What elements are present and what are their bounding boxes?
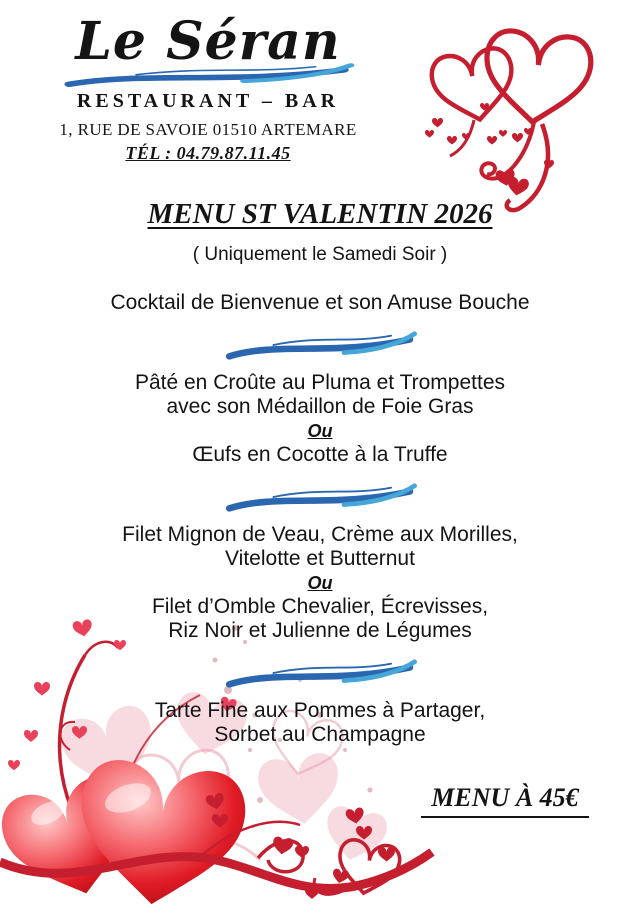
starter-line-1: Pâté en Croûte au Pluma et Trompettes: [134, 371, 506, 394]
menu-title: MENU ST VALENTIN 2026: [147, 198, 493, 230]
menu-price: MENU À 45€: [421, 783, 589, 818]
restaurant-phone: TÉL : 04.79.87.11.45: [125, 142, 291, 163]
restaurant-header: [8, 12, 408, 164]
main-alt-1: Filet d’Omble Chevalier, Écrevisses,: [151, 595, 489, 618]
dessert-line-2: Sorbet au Champagne: [214, 723, 426, 746]
main-line-1: Filet Mignon de Veau, Crème aux Morilles,: [122, 523, 518, 546]
main-alt-2: Riz Noir et Julienne de Légumes: [168, 619, 472, 642]
main-course: [0, 523, 640, 643]
dessert-line-1: Tarte Fine aux Pommes à Partager,: [154, 699, 486, 722]
starter-course: [0, 371, 640, 467]
starter-line-2: avec son Médaillon de Foie Gras: [166, 395, 474, 418]
menu-availability-note: ( Uniquement le Samedi Soir ): [192, 244, 448, 265]
starter-alt-1: Œufs en Cocotte à la Truffe: [192, 443, 448, 466]
main-or-row: [0, 571, 640, 595]
main-or-label: Ou: [307, 573, 333, 593]
starter-or-label: Ou: [307, 421, 333, 441]
starter-or-row: [0, 419, 640, 443]
welcome-course: Cocktail de Bienvenue et son Amuse Bouche: [110, 291, 530, 314]
menu-content: [0, 198, 640, 747]
restaurant-type-label: RESTAURANT – BAR: [76, 89, 340, 112]
double-hearts-icon: [392, 8, 637, 215]
wave-divider-icon: [218, 658, 423, 690]
restaurant-logo-name: Le Séran: [75, 11, 341, 72]
wave-divider-icon: [218, 482, 423, 514]
restaurant-address: 1, RUE DE SAVOIE 01510 ARTEMARE: [59, 119, 357, 139]
main-line-2: Vitelotte et Butternut: [225, 547, 415, 570]
wave-divider-icon: [218, 330, 423, 362]
dessert-course: [0, 699, 640, 747]
